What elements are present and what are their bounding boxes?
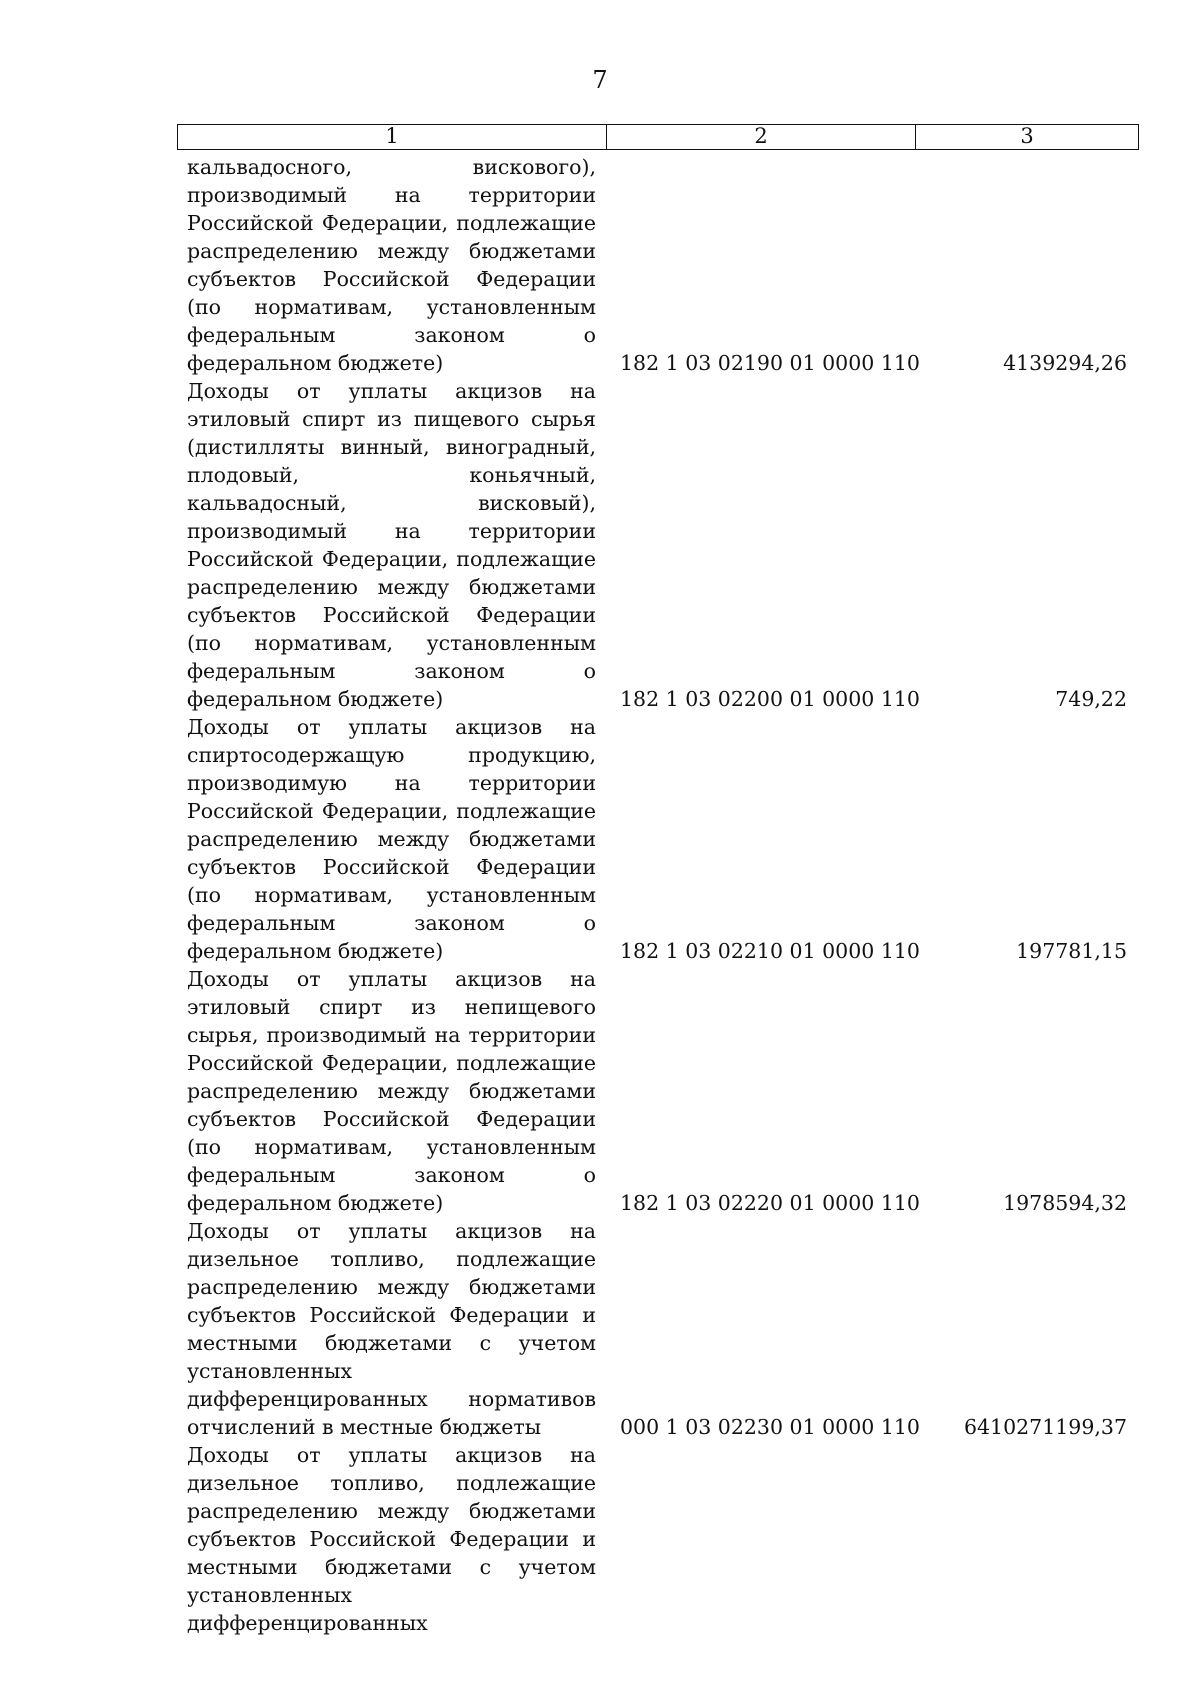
row-description: Доходы от уплаты акцизов на этиловый спирт из непищевого сырья, производимый на территории Российской Федерации, подлежащие распределению между бюджетами субъектов Российской Федерации (по нормативам, установленным федеральным законом о федеральном бюджете) xyxy=(187,967,596,1215)
header-col-2: 2 xyxy=(607,125,916,149)
row-code: 000 1 03 02230 01 0000 110 xyxy=(620,1415,920,1439)
row-amount: 197781,15 xyxy=(1016,939,1127,963)
table-header-row xyxy=(177,124,1139,150)
row-description: Доходы от уплаты акцизов на дизельное топливо, подлежащие распределению между бюджетами субъектов Российской Федерации и местными бюджетами с учетом установленных дифференцированных xyxy=(187,1443,596,1635)
table-row xyxy=(187,377,1127,713)
row-amount: 749,22 xyxy=(1055,687,1127,711)
table-row xyxy=(187,1217,1127,1441)
row-description: Доходы от уплаты акцизов на спиртосодержащую продукцию, производимую на территории Российской Федерации, подлежащие распределению между бюджетами субъектов Российской Федерации (по нормативам, установленным федеральным законом о федеральном бюджете) xyxy=(187,715,596,963)
table-row xyxy=(187,153,1127,377)
row-description: Доходы от уплаты акцизов на дизельное топливо, подлежащие распределению между бюджетами субъектов Российской Федерации и местными бюджетами с учетом установленных дифференцированных нормативов отчислений в местные бюджеты xyxy=(187,1219,596,1439)
table-row xyxy=(187,965,1127,1217)
row-code: 182 1 03 02210 01 0000 110 xyxy=(620,939,920,963)
row-code: 182 1 03 02200 01 0000 110 xyxy=(620,687,920,711)
page-number: 7 xyxy=(592,66,608,94)
row-code: 182 1 03 02190 01 0000 110 xyxy=(620,351,920,375)
row-description: кальвадосного, вискового), производимый на территории Российской Федерации, подлежащие распределению между бюджетами субъектов Российской Федерации (по нормативам, установленным федеральным законом о федеральном бюджете) xyxy=(187,155,596,375)
table-body xyxy=(187,153,1127,1637)
table-row xyxy=(187,1441,1127,1637)
row-code: 182 1 03 02220 01 0000 110 xyxy=(620,1191,920,1215)
row-amount: 4139294,26 xyxy=(1003,351,1127,375)
header-col-3: 3 xyxy=(1020,124,1034,148)
row-amount: 6410271199,37 xyxy=(963,1415,1127,1439)
row-amount: 1978594,32 xyxy=(1003,1191,1127,1215)
header-col-1: 1 xyxy=(178,125,607,149)
table-row xyxy=(187,713,1127,965)
row-description: Доходы от уплаты акцизов на этиловый спирт из пищевого сырья (дистилляты винный, виноградный, плодовый, коньячный, кальвадосный, висковый), производимый на территории Российской Федерации, подлежащие распределению между бюджетами субъектов Российской Федерации (по нормативам, установленным федеральным законом о федеральном бюджете) xyxy=(187,379,596,711)
